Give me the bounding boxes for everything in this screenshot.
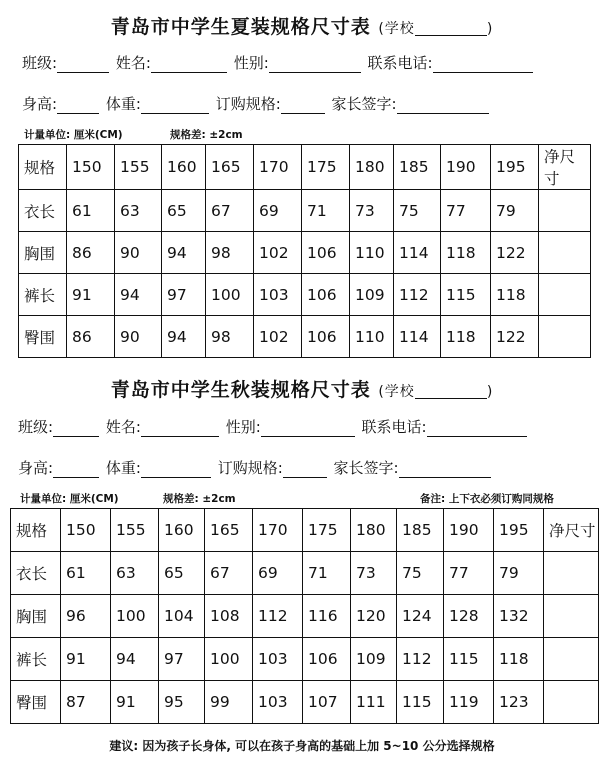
table-row-label: 胸围 xyxy=(19,232,67,274)
table-cell: 103 xyxy=(254,274,302,316)
table-row-label: 胸围 xyxy=(11,595,61,638)
table-cell: 99 xyxy=(205,681,253,724)
summer-size-table xyxy=(18,144,591,358)
table-cell: 103 xyxy=(253,681,303,724)
table-cell: 98 xyxy=(206,232,254,274)
table-cell: 106 xyxy=(302,316,350,358)
table-cell: 102 xyxy=(254,232,302,274)
autumn-gender-label: 性别: xyxy=(225,418,261,436)
table-cell: 91 xyxy=(111,681,159,724)
table-cell: 128 xyxy=(444,595,494,638)
autumn-weight-label: 体重: xyxy=(105,459,141,477)
table-cell: 77 xyxy=(441,190,491,232)
table-cell: 114 xyxy=(394,232,441,274)
table-cell: 90 xyxy=(115,316,162,358)
table-header-cell: 规格 xyxy=(11,509,61,552)
table-header-cell: 160 xyxy=(159,509,205,552)
table-cell: 106 xyxy=(302,232,350,274)
table-cell: 79 xyxy=(491,190,539,232)
table-cell: 94 xyxy=(111,638,159,681)
table-header-cell: 150 xyxy=(67,145,115,190)
table-header-cell: 175 xyxy=(303,509,351,552)
summer-class-label: 班级: xyxy=(22,54,58,72)
table-cell: 97 xyxy=(162,274,206,316)
autumn-title-text: 青岛市中学生秋装规格尺寸表 xyxy=(110,379,371,401)
summer-parent-sign-field[interactable] xyxy=(397,97,489,114)
autumn-gender-field[interactable] xyxy=(261,420,355,437)
table-header-cell: 175 xyxy=(302,145,350,190)
table-cell: 71 xyxy=(303,552,351,595)
table-row-label: 臀围 xyxy=(19,316,67,358)
table-row xyxy=(19,190,591,232)
table-cell: 91 xyxy=(61,638,111,681)
table-row-label: 裤长 xyxy=(19,274,67,316)
table-cell: 112 xyxy=(394,274,441,316)
table-cell: 90 xyxy=(115,232,162,274)
table-cell: 63 xyxy=(111,552,159,595)
table-cell xyxy=(539,316,591,358)
table-cell: 106 xyxy=(302,274,350,316)
autumn-height-field[interactable] xyxy=(53,461,99,478)
table-cell: 115 xyxy=(441,274,491,316)
table-cell: 75 xyxy=(397,552,444,595)
summer-order-size-label: 订购规格: xyxy=(215,95,281,113)
autumn-school-close: ) xyxy=(486,384,494,400)
autumn-title xyxy=(0,375,604,402)
autumn-school-blank[interactable] xyxy=(415,382,487,399)
table-cell: 86 xyxy=(67,232,115,274)
table-header-cell: 170 xyxy=(253,509,303,552)
summer-title-text: 青岛市中学生夏装规格尺寸表 xyxy=(110,16,371,38)
table-row xyxy=(11,638,599,681)
table-header-row xyxy=(19,145,591,190)
table-row xyxy=(19,316,591,358)
table-cell xyxy=(544,552,599,595)
table-row xyxy=(11,552,599,595)
table-cell: 61 xyxy=(61,552,111,595)
summer-school-label: (学校 xyxy=(378,21,415,37)
table-cell: 102 xyxy=(254,316,302,358)
summer-class-field[interactable] xyxy=(57,56,109,73)
table-cell: 119 xyxy=(444,681,494,724)
table-row xyxy=(19,232,591,274)
table-cell: 96 xyxy=(61,595,111,638)
table-row xyxy=(19,274,591,316)
table-cell xyxy=(539,232,591,274)
table-cell: 98 xyxy=(206,316,254,358)
table-cell: 115 xyxy=(444,638,494,681)
table-cell: 123 xyxy=(494,681,544,724)
autumn-order-size-field[interactable] xyxy=(283,461,327,478)
table-cell: 109 xyxy=(350,274,394,316)
table-header-row xyxy=(11,509,599,552)
autumn-name-field[interactable] xyxy=(141,420,219,437)
table-cell: 73 xyxy=(350,190,394,232)
table-cell: 87 xyxy=(61,681,111,724)
table-cell: 110 xyxy=(350,316,394,358)
autumn-school-label: (学校 xyxy=(378,384,415,400)
summer-height-field[interactable] xyxy=(57,97,99,114)
table-header-cell: 180 xyxy=(351,509,397,552)
table-header-cell: 190 xyxy=(441,145,491,190)
table-cell: 94 xyxy=(115,274,162,316)
autumn-parent-sign-label: 家长签字: xyxy=(333,459,399,477)
autumn-parent-sign-field[interactable] xyxy=(399,461,491,478)
summer-gender-label: 性别: xyxy=(233,54,269,72)
table-row xyxy=(11,595,599,638)
table-cell: 73 xyxy=(351,552,397,595)
summer-school-blank[interactable] xyxy=(415,19,487,36)
autumn-weight-field[interactable] xyxy=(141,461,211,478)
table-header-cell: 195 xyxy=(494,509,544,552)
table-cell: 71 xyxy=(302,190,350,232)
table-cell: 114 xyxy=(394,316,441,358)
table-cell: 118 xyxy=(494,638,544,681)
table-header-cell: 净尺寸 xyxy=(544,509,599,552)
table-row-label: 裤长 xyxy=(11,638,61,681)
autumn-phone-label: 联系电话: xyxy=(361,418,427,436)
table-cell: 95 xyxy=(159,681,205,724)
table-cell: 110 xyxy=(350,232,394,274)
table-header-cell: 155 xyxy=(115,145,162,190)
table-cell: 124 xyxy=(397,595,444,638)
summer-height-label: 身高: xyxy=(22,95,58,113)
table-cell: 106 xyxy=(303,638,351,681)
table-header-cell: 净尺寸 xyxy=(539,145,591,190)
table-cell: 79 xyxy=(494,552,544,595)
autumn-height-label: 身高: xyxy=(18,459,54,477)
table-header-cell: 185 xyxy=(394,145,441,190)
summer-school-close: ) xyxy=(486,21,494,37)
table-header-cell: 150 xyxy=(61,509,111,552)
summer-weight-label: 体重: xyxy=(105,95,141,113)
table-cell: 112 xyxy=(397,638,444,681)
table-cell: 65 xyxy=(159,552,205,595)
table-header-cell: 180 xyxy=(350,145,394,190)
summer-order-size-field[interactable] xyxy=(281,97,325,114)
table-cell: 108 xyxy=(205,595,253,638)
table-cell: 69 xyxy=(254,190,302,232)
table-cell: 67 xyxy=(206,190,254,232)
autumn-unit-note: 计量单位: 厘米(CM) xyxy=(20,493,119,505)
table-cell: 118 xyxy=(441,232,491,274)
autumn-remark: 备注: 上下衣必须订购同规格 xyxy=(420,493,554,505)
summer-phone-label: 联系电话: xyxy=(367,54,433,72)
autumn-phone-field[interactable] xyxy=(427,420,527,437)
table-cell: 91 xyxy=(67,274,115,316)
table-cell: 111 xyxy=(351,681,397,724)
table-cell: 115 xyxy=(397,681,444,724)
summer-name-field[interactable] xyxy=(151,56,227,73)
summer-fields-row1 xyxy=(22,52,535,73)
table-header-cell: 190 xyxy=(444,509,494,552)
table-cell xyxy=(544,595,599,638)
table-cell: 109 xyxy=(351,638,397,681)
table-cell: 94 xyxy=(162,232,206,274)
table-cell: 100 xyxy=(206,274,254,316)
table-row xyxy=(11,681,599,724)
table-header-cell: 规格 xyxy=(19,145,67,190)
table-header-cell: 185 xyxy=(397,509,444,552)
table-header-cell: 155 xyxy=(111,509,159,552)
summer-table-body xyxy=(19,145,591,358)
summer-name-label: 姓名: xyxy=(115,54,151,72)
summer-title xyxy=(0,12,604,39)
table-row-label: 臀围 xyxy=(11,681,61,724)
table-cell xyxy=(544,681,599,724)
table-cell: 118 xyxy=(491,274,539,316)
autumn-fields-row2 xyxy=(18,457,493,478)
table-row-label: 衣长 xyxy=(19,190,67,232)
autumn-class-field[interactable] xyxy=(53,420,99,437)
autumn-table-body xyxy=(11,509,599,724)
table-cell: 65 xyxy=(162,190,206,232)
autumn-diff-note: 规格差: ±2cm xyxy=(163,493,236,505)
table-cell xyxy=(539,190,591,232)
autumn-fields-row1 xyxy=(18,416,529,437)
table-cell: 61 xyxy=(67,190,115,232)
summer-parent-sign-label: 家长签字: xyxy=(331,95,397,113)
table-cell: 100 xyxy=(111,595,159,638)
table-cell xyxy=(544,638,599,681)
table-cell xyxy=(539,274,591,316)
summer-fields-row2 xyxy=(22,93,491,114)
table-cell: 116 xyxy=(303,595,351,638)
table-row-label: 衣长 xyxy=(11,552,61,595)
table-header-cell: 170 xyxy=(254,145,302,190)
table-cell: 63 xyxy=(115,190,162,232)
table-cell: 77 xyxy=(444,552,494,595)
table-header-cell: 195 xyxy=(491,145,539,190)
autumn-order-size-label: 订购规格: xyxy=(217,459,283,477)
summer-unit-note: 计量单位: 厘米(CM) xyxy=(24,129,123,141)
table-cell: 69 xyxy=(253,552,303,595)
footer-suggestion: 建议: 因为孩子长身体, 可以在孩子身高的基础上加 5~10 公分选择规格 xyxy=(109,739,495,753)
table-cell: 107 xyxy=(303,681,351,724)
table-cell: 75 xyxy=(394,190,441,232)
table-cell: 132 xyxy=(494,595,544,638)
table-header-cell: 160 xyxy=(162,145,206,190)
table-cell: 97 xyxy=(159,638,205,681)
autumn-size-table xyxy=(10,508,599,724)
table-cell: 122 xyxy=(491,316,539,358)
table-cell: 120 xyxy=(351,595,397,638)
table-cell: 103 xyxy=(253,638,303,681)
table-cell: 118 xyxy=(441,316,491,358)
table-cell: 100 xyxy=(205,638,253,681)
table-header-cell: 165 xyxy=(205,509,253,552)
table-cell: 86 xyxy=(67,316,115,358)
summer-weight-field[interactable] xyxy=(141,97,209,114)
summer-phone-field[interactable] xyxy=(433,56,533,73)
table-cell: 104 xyxy=(159,595,205,638)
table-header-cell: 165 xyxy=(206,145,254,190)
table-cell: 67 xyxy=(205,552,253,595)
table-cell: 112 xyxy=(253,595,303,638)
table-cell: 94 xyxy=(162,316,206,358)
summer-gender-field[interactable] xyxy=(269,56,361,73)
autumn-class-label: 班级: xyxy=(18,418,54,436)
autumn-name-label: 姓名: xyxy=(105,418,141,436)
summer-diff-note: 规格差: ±2cm xyxy=(170,129,243,141)
table-cell: 122 xyxy=(491,232,539,274)
